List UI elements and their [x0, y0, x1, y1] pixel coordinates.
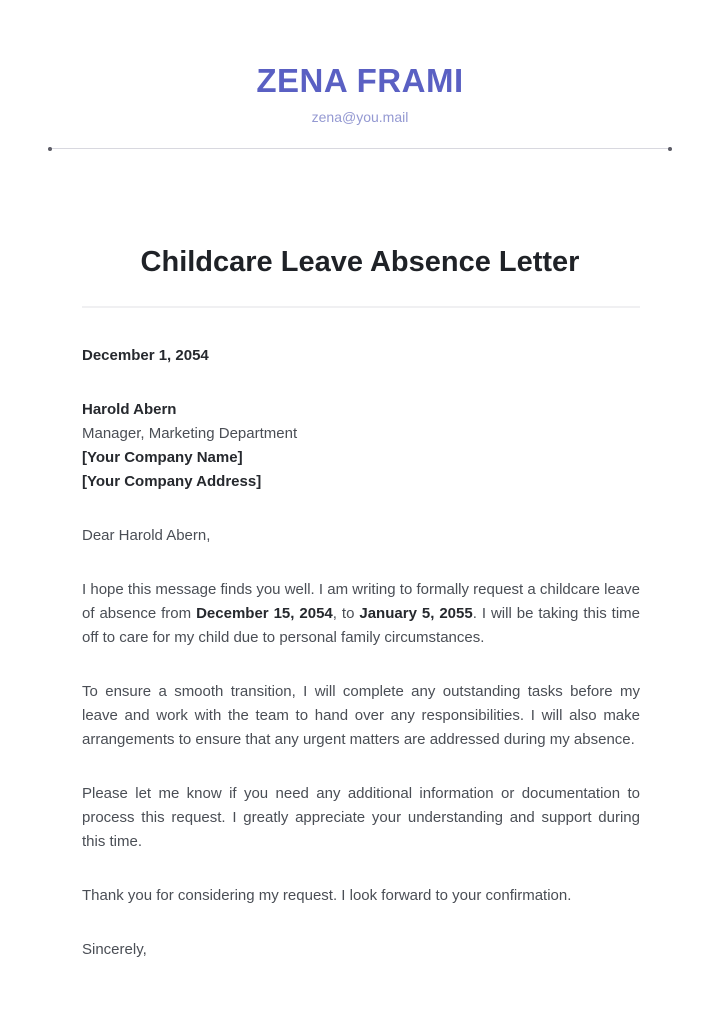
rule-line: [52, 148, 668, 149]
document-title: Childcare Leave Absence Letter: [140, 246, 580, 278]
letterhead: [0, 0, 720, 124]
leave-end-date: January 5, 2055: [359, 604, 473, 622]
recipient-company-name: [Your Company Name]: [82, 448, 243, 466]
recipient-name: Harold Abern: [82, 400, 177, 418]
paragraph-documentation: Please let me know if you need any additional information or documentation to process this request. I greatly appreciate your understanding and support during this time.: [82, 784, 640, 850]
paragraph-transition: To ensure a smooth transition, I will complete any outstanding tasks before my leave and work with the team to hand over any responsibilities. I will also make arrangements to ensure that any urgent matters are addressed during my absence.: [82, 682, 640, 748]
letter-body: [0, 308, 720, 962]
letter-date: December 1, 2054: [82, 346, 209, 364]
rule-right-dot-icon: [668, 147, 672, 151]
paragraph-thanks: Thank you for considering my request. I look forward to your confirmation.: [82, 886, 572, 904]
recipient-role: Manager, Marketing Department: [82, 424, 298, 442]
closing: Sincerely,: [82, 940, 147, 958]
leave-start-date: December 15, 2054: [196, 604, 333, 622]
paragraph-request-text-1: I hope this message finds you well. I am writing to formally request a childcare leave of absence from: [82, 580, 640, 622]
paragraph-request-text-3: . I will be taking this time off to care for my child due to personal family circumstances.: [82, 604, 640, 646]
sender-email: zena@you.mail: [311, 109, 409, 125]
sender-name: ZENA FRAMI: [256, 62, 464, 99]
paragraph-request-text-2: , to: [332, 604, 360, 622]
salutation: Dear Harold Abern,: [82, 526, 211, 544]
recipient-block: [82, 398, 640, 494]
paragraph-request: [82, 578, 640, 650]
recipient-company-address: [Your Company Address]: [82, 472, 262, 490]
letterhead-rule: [48, 146, 672, 151]
